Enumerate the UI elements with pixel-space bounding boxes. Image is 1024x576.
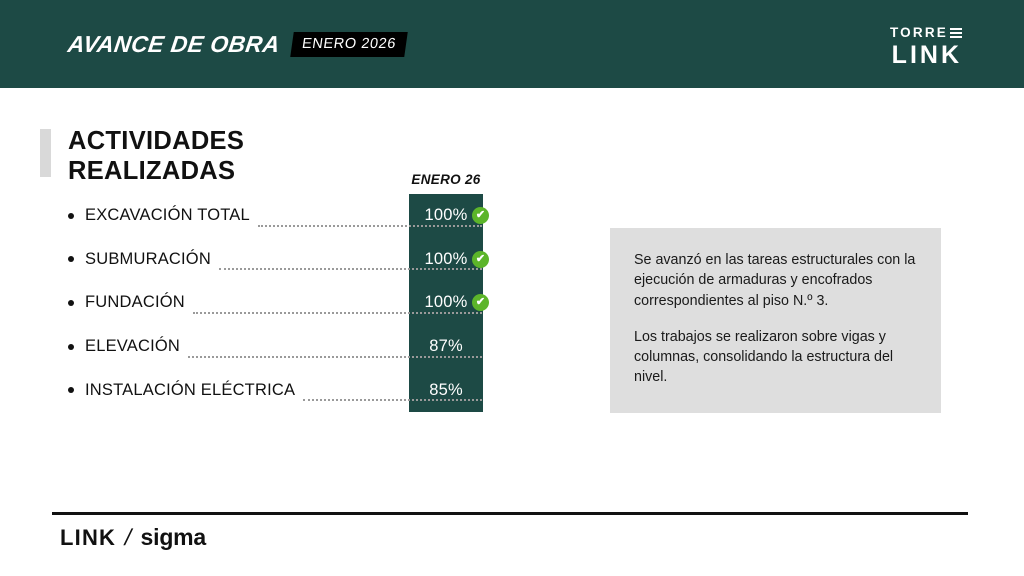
list-item: [68, 281, 488, 325]
brand-logo: [890, 26, 962, 68]
activity-label: SUBMURACIÓN: [85, 249, 211, 268]
brand-logo-top-text: TORRE: [889, 25, 948, 40]
bullet-icon: [68, 300, 74, 306]
activity-value: 87%: [429, 337, 463, 356]
page-title: AVANCE DE OBRA: [66, 30, 282, 57]
activity-value: 100%: [424, 249, 468, 268]
slide-header: [0, 0, 1024, 88]
list-item: [68, 368, 488, 412]
footer-logo: [60, 524, 206, 551]
logo-bars-icon: [950, 28, 962, 38]
brand-logo-bottom-text: LINK: [891, 40, 962, 69]
check-circle-icon: ✔: [472, 251, 489, 268]
section-title-line-1: ACTIVIDADES: [68, 127, 245, 155]
notes-paragraph-1: Se avanzó en las tareas estructurales con la ejecución de armaduras y encofrados correspondientes al piso N.º 3.: [634, 252, 916, 309]
bullet-icon: [68, 344, 74, 350]
activity-value: 100%: [424, 206, 468, 225]
period-badge: ENERO 2026: [290, 32, 407, 57]
footer-divider: [52, 512, 968, 515]
section-title-block: [40, 126, 244, 186]
notes-paragraph-2: Los trabajos se realizaron sobre vigas y columnas, consolidando la estructura del nivel.: [634, 328, 894, 386]
list-item: [68, 238, 488, 282]
table-column-header: ENERO 26: [411, 172, 481, 187]
header-title-group: [68, 31, 406, 58]
notes-panel: [610, 228, 941, 413]
activity-label: INSTALACIÓN ELÉCTRICA: [85, 380, 296, 399]
footer-logo-link: LINK: [60, 524, 117, 550]
bullet-icon: [68, 256, 74, 262]
section-accent-bar: [40, 129, 51, 177]
section-title: [68, 126, 244, 186]
list-item: [68, 325, 488, 369]
activities-list: [68, 194, 488, 412]
activity-value: 100%: [424, 293, 468, 312]
activity-label: ELEVACIÓN: [85, 337, 181, 356]
check-circle-icon: ✔: [472, 207, 489, 224]
check-circle-icon: ✔: [472, 294, 489, 311]
activity-label: EXCAVACIÓN TOTAL: [85, 206, 250, 225]
footer-logo-separator: /: [122, 524, 135, 550]
activity-value: 85%: [429, 380, 463, 399]
bullet-icon: [68, 213, 74, 219]
activity-label: FUNDACIÓN: [85, 293, 185, 312]
section-title-line-2: REALIZADAS: [68, 157, 236, 186]
list-item: [68, 194, 488, 238]
brand-logo-top-row: [890, 26, 962, 40]
footer-logo-sigma: sigma: [140, 524, 207, 550]
bullet-icon: [68, 387, 74, 393]
